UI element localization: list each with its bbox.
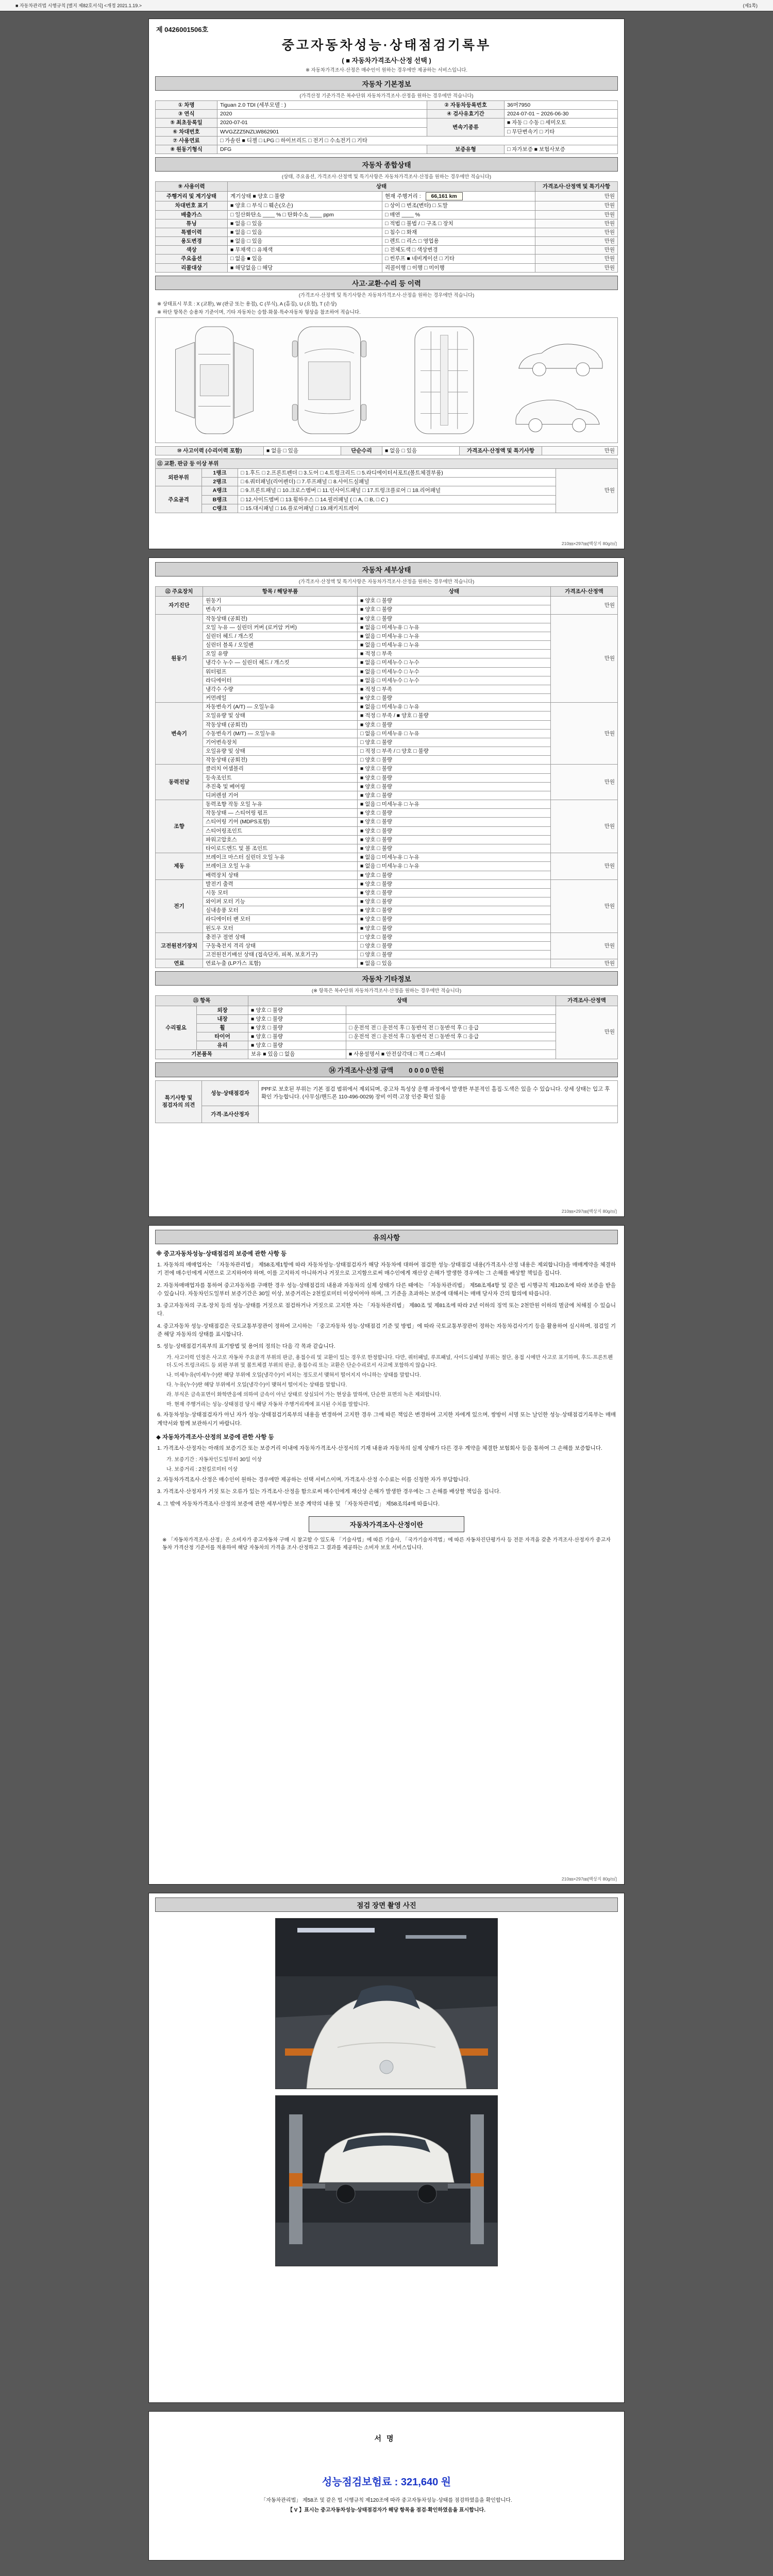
group-steering	[156, 800, 618, 853]
device-price: 만원	[551, 765, 618, 800]
device-price: 만원	[551, 703, 618, 765]
device-item: 기어변속장치	[203, 738, 358, 747]
device-item: 동력조향 작동 오일 누유	[203, 800, 358, 809]
section-note-accident: (가격조사·산정액 및 특기사항은 자동차가격조사·산정을 원하는 경우에만 적습니다)	[298, 292, 475, 298]
device-item: 실내송풍 모터	[203, 906, 358, 915]
exchange-price: 만원	[556, 469, 617, 513]
device-item: 등속조인트	[203, 773, 358, 782]
repair-needed-label: 수리필요	[156, 1006, 197, 1050]
header-price: 가격조사·산정액	[551, 587, 618, 597]
device-state: ■ 없음 □ 미세누수 □ 누수	[358, 658, 551, 667]
device-state: ■ 양호 □ 불량	[358, 694, 551, 703]
value-plate-number: 36머7950	[505, 101, 618, 110]
device-group-label: 조향	[156, 800, 203, 853]
other-item: 유리	[197, 1041, 248, 1050]
price-notice-subitem: 나. 보증거리 : 2천킬로미터 이상	[166, 1467, 238, 1473]
device-state: ■ 양호 □ 불량	[358, 888, 551, 897]
value-first-registration: 2020-07-01	[217, 118, 427, 127]
car-diagram-side-views	[506, 321, 612, 439]
row-state: ■ 없음 □ 있음	[228, 237, 382, 246]
device-item: 작동상태 — 스티어링 펌프	[203, 809, 358, 818]
other-state: ■ 양호 □ 불량	[248, 1041, 346, 1050]
device-state: ■ 적정 □ 부족 / ■ 양호 □ 불량	[358, 711, 551, 720]
device-item: 추진축 및 베어링	[203, 782, 358, 791]
inspection-insurance-fee	[155, 2473, 618, 2488]
group-brake	[156, 853, 618, 880]
inspection-photo-lift-view	[275, 2095, 498, 2266]
group-electric	[156, 879, 618, 933]
inspection-photo-top-view	[275, 1918, 498, 2089]
price-total-band	[155, 1062, 618, 1077]
notice-item: 5. 성능·상태점검기록부의 표기방법 및 용어의 정의는 다음 각 목과 같습니다.	[157, 1343, 335, 1350]
group-engine	[156, 614, 618, 703]
price-notice-item: 4. 그 밖에 자동차가격조사·산정의 보증에 관한 세부사항은 보증 계약의 내용 및 「자동차관리법」 제58조의4에 따릅니다.	[157, 1500, 440, 1507]
row-detail: □ 썬루프 ■ 네비게이션 □ 기타	[382, 255, 535, 263]
header-other-state: 상태	[248, 996, 556, 1006]
device-price: 만원	[551, 597, 618, 614]
other-item: 휠	[197, 1023, 248, 1032]
device-item: 와이퍼 모터 기능	[203, 897, 358, 906]
device-state: ■ 양호 □ 불량	[358, 818, 551, 826]
header-other-price: 가격조사·산정액	[556, 996, 618, 1006]
value-transmission-2: □ 무단변속기 □ 기타	[505, 127, 618, 136]
price-total-value: 0 0 0 0 만원	[409, 1066, 444, 1074]
other-detail: □ 운전석 전 □ 운전석 후 □ 동반석 전 □ 동반석 후 □ 응급	[346, 1032, 556, 1041]
device-item: 수동변속기 (M/T) — 오일누유	[203, 729, 358, 738]
device-state: ■ 없음 □ 미세누유 □ 누유	[358, 800, 551, 809]
row-state: 계기상태 ■ 양호 □ 불량	[228, 192, 382, 201]
device-price: 만원	[551, 614, 618, 703]
row-state: ■ 없음 □ 있음	[228, 219, 382, 228]
device-item: 오일 유량	[203, 650, 358, 658]
rankC-label: C랭크	[202, 504, 238, 513]
row-label: 특별이력	[156, 228, 228, 236]
legal-confirmation-line: 「자동차관리법」 제58조 및 같은 법 시행규칙 제120조에 따라 중고자동차성능·상태를 점검하였음을 확인합니다.	[261, 2498, 512, 2503]
row-price: 만원	[535, 201, 618, 210]
device-state: ■ 없음 □ 미세누유 □ 누유	[358, 623, 551, 632]
panel-basic-info	[148, 19, 625, 549]
device-state: ■ 양호 □ 불량	[358, 906, 551, 915]
device-state: ■ 양호 □ 불량	[358, 791, 551, 800]
group-transmission	[156, 703, 618, 765]
device-item: 브레이크 마스터 실린더 오일 누유	[203, 853, 358, 862]
device-state: ■ 양호 □ 불량	[358, 871, 551, 879]
paper-size-note: 210㎜×297㎜[백상지 80g/㎡]	[561, 1209, 617, 1214]
row-price: 만원	[535, 237, 618, 246]
outer-panel-label: 외판부위	[156, 469, 202, 486]
odometer-value: 66,161 km	[426, 192, 463, 200]
device-state: ■ 없음 □ 미세누유 □ 누유	[358, 632, 551, 640]
notice-subitem: 라. 부식은 금속표면이 화학반응에 의하여 금속이 아닌 상태로 상실되어 가는 현상을 말하며, 단순한 표면의 녹은 제외합니다.	[166, 1392, 442, 1398]
remarks-text	[259, 1106, 618, 1123]
device-state: ■ 양호 □ 불량	[358, 765, 551, 773]
row-price: 만원	[535, 228, 618, 236]
other-price: 만원	[556, 1006, 618, 1059]
price-survey-note: ※ 자동차가격조사·산정은 매수인이 원하는 경우에만 제공하는 서비스입니다.	[305, 67, 468, 73]
device-item: 파워고압호스	[203, 835, 358, 844]
row-state: ■ 해당없음 □ 해당	[228, 263, 382, 272]
device-group-label: 자기진단	[156, 597, 203, 614]
panel-photos	[148, 1893, 625, 2403]
panel-exchange-table	[155, 459, 618, 513]
comprehensive-state-table	[155, 181, 618, 273]
value-engine-type: DFG	[217, 145, 427, 154]
device-state: ■ 양호 □ 불량	[358, 924, 551, 933]
fee-value: 321,640 원	[400, 2477, 451, 2488]
check-mark-note-line: 【 V 】표시는 중고자동차성능·상태점검자가 해당 항목을 점검·확인하였음을 표시합니다.	[288, 2507, 485, 2513]
device-state: ■ 적정 □ 부족	[358, 685, 551, 693]
value-model-year: 2020	[217, 110, 427, 118]
device-state: □ 양호 □ 불량	[358, 933, 551, 941]
row-label: 색상	[156, 246, 228, 255]
device-state: ■ 양호 □ 불량	[358, 826, 551, 835]
device-price: 만원	[551, 853, 618, 880]
row-price: 만원	[535, 192, 618, 201]
car-diagram-top-view	[276, 321, 382, 439]
panel-signature	[148, 2411, 625, 2561]
car-diagram-exploded-top-view	[161, 321, 267, 439]
other-detail: □ 운전석 전 □ 운전석 후 □ 동반석 전 □ 동반석 후 □ 응급	[346, 1023, 556, 1032]
exchange-section-label: ⑪ 교환, 판금 등 이상 부위	[156, 459, 618, 468]
paper-size-note: 210㎜×297㎜[백상지 80g/㎡]	[561, 541, 617, 546]
device-state: □ 양호 □ 불량	[358, 951, 551, 959]
row-detail: □ 렌트 □ 리스 □ 영업용	[382, 237, 535, 246]
rank1-items: □ 1.후드 □ 2.프론트펜더 □ 3.도어 □ 4.트렁크리드 □ 5.라디에이터서포트(볼트체결부품)	[238, 469, 556, 478]
row-price: 만원	[535, 219, 618, 228]
odometer-cell	[382, 192, 535, 201]
device-item: 배력장치 상태	[203, 871, 358, 879]
group-fuel	[156, 959, 618, 968]
value-warranty-type: □ 자가보증 ■ 보험사보증	[505, 145, 618, 154]
device-item: 오일 누유 — 실린더 커버 (로커암 커버)	[203, 623, 358, 632]
rankC-items: □ 15.대시패널 □ 16.플로어패널 □ 19.패키지트레이	[238, 504, 556, 513]
notices-title: 유의사항	[155, 1230, 618, 1244]
accident-history-table	[155, 446, 618, 455]
other-detail	[346, 1041, 556, 1050]
other-state: ■ 양호 □ 불량	[248, 1014, 346, 1023]
label-model-year: ③ 연식	[156, 110, 217, 118]
row-detail: □ 상이 □ 변조(변타) □ 도말	[382, 201, 535, 210]
group-high-voltage	[156, 933, 618, 959]
device-item: 작동상태 (공회전)	[203, 720, 358, 729]
other-state: ■ 양호 □ 불량	[248, 1006, 346, 1014]
panel-notices	[148, 1225, 625, 1885]
device-item: 윈도우 모터	[203, 924, 358, 933]
device-state: ■ 양호 □ 불량	[358, 597, 551, 605]
device-state: ■ 양호 □ 불량	[358, 605, 551, 614]
row-label: 차대번호 표기	[156, 201, 228, 210]
device-item: 실린더 헤드 / 개스킷	[203, 632, 358, 640]
device-state: ■ 양호 □ 불량	[358, 773, 551, 782]
device-group-label: 연료	[156, 959, 203, 968]
document-number: 제 0426001506호	[156, 26, 209, 33]
accident-history-state: ■ 없음 □ 있음	[264, 446, 341, 455]
detail-state-table	[155, 586, 618, 968]
section-note-basic: (가격산정 기준가격은 복수단위 자동차가격조사·산정을 원하는 경우에만 적습니다)	[299, 93, 474, 99]
notice-item: 3. 중고자동차의 구조·장치 등의 성능·상태를 거짓으로 점검하거나 거짓으로 고지한 자는 「자동차관리법」 제80조 및 제81조에 따라 2년 이하의 징역 또는 2천만원 이하의 벌금에 처해질 수 있습니다.	[157, 1302, 616, 1317]
accident-legend-codes: ※ 상태표시 부호 : X (교환), W (판금 또는 용접), C (부식), A (흠집), U (요철), T (손상)	[157, 301, 337, 307]
notice-subitem: 가. 사고이력 인정은 사고로 자동차 주요골격 부위의 판금, 용접수리 및 교환이 있는 경우로 한정합니다. 다만, 쿼터패널, 루프패널, 사이드실패널 부위는 절단, 용접 시에만 사고로 표기하며, 후드·프론트펜더·도어·트렁크리드 등 외판 부위 및 볼트체결 부위의 판금, 용접수리 또는 교환은 단순수리로서 사고에 포함하지 않습니다.	[166, 1355, 613, 1369]
other-detail	[346, 1006, 556, 1014]
other-state: ■ 양호 □ 불량	[248, 1023, 346, 1032]
device-item: 고전원전기배선 상태 (접속단자, 피복, 보호기구)	[203, 951, 358, 959]
section-title-other: 자동차 기타정보	[155, 971, 618, 986]
row-state: □ 일산화탄소 ____ % □ 탄화수소 ____ ppm	[228, 210, 382, 219]
label-first-registration: ⑤ 최초등록일	[156, 118, 217, 127]
label-plate-number: ② 자동차등록번호	[427, 101, 505, 110]
device-state: ■ 없음 □ 미세누유 □ 누유	[358, 853, 551, 862]
device-state: □ 양호 □ 불량	[358, 738, 551, 747]
notice-item: 6. 자동차성능·상태점검자가 아닌 자가 성능·상태점검기록부의 내용을 변경하여 고지한 경우 그에 따른 책임은 변경하여 고지한 자에게 있으며, 쌍방이 서명 또는 날인한 성능·상태점검기록부는 매매계약서와 함께 보관하시기 바랍니다.	[157, 1412, 616, 1427]
odometer-label: 현재 주행거리 :	[385, 193, 421, 200]
group-power-train	[156, 765, 618, 800]
top-strip	[0, 0, 773, 11]
accident-legend-note: ※ 하단 항목은 승용차 기준이며, 기타 자동차는 승합·화물·특수자동차 형상을 참조하여 적습니다.	[157, 309, 361, 315]
notice-item: 4. 중고자동차 성능·상태점검은 국토교통부장관이 정하여 고시하는 「중고자동차 성능·상태점검 기준 및 방법」에 따라 국토교통부장관이 정하는 자동차검사기기 등을 활용하여 실시하며, 점검일 기준 해당 자동차의 상태를 표시합니다.	[157, 1323, 616, 1337]
header-use-history: ⑨ 사용이력	[156, 182, 228, 192]
rank2-label: 2랭크	[202, 478, 238, 486]
section-title-accident: 사고·교환·수리 등 이력	[155, 276, 618, 290]
price-notice-item: 1. 가격조사·산정자는 아래의 보증기간 또는 보증거리 이내에 자동차가격조사·산정서의 기재 내용과 자동차의 실제 상태가 다른 경우 계약을 체결한 보험회사 등을 통하여 그 손해를 보증합니다.	[157, 1445, 602, 1451]
section-title-basic: 자동차 기본정보	[155, 76, 618, 91]
row-label: 리콜대상	[156, 263, 228, 272]
basic-items-state: 보유 ■ 있음 □ 없음	[248, 1050, 346, 1059]
notice-subitem: 다. 누유(누수)란 해당 부위에서 오일(냉각수)이 맺혀서 떨어지는 상태를 말합니다.	[166, 1382, 347, 1388]
car-diagram-underbody-view	[391, 321, 497, 439]
row-detail: □ 적법 □ 불법 / □ 구조 □ 장치	[382, 219, 535, 228]
rank2-items: □ 6.쿼터패널(리어펜더) □ 7.루프패널 □ 8.사이드실패널	[238, 478, 556, 486]
rankB-label: B랭크	[202, 495, 238, 504]
price-survey-select: ( ■ 자동차가격조사·산정 선택 )	[342, 57, 431, 64]
device-item: 스티어링조인트	[203, 826, 358, 835]
device-group-label: 동력전달	[156, 765, 203, 800]
device-state: ■ 없음 □ 미세누유 □ 누유	[358, 703, 551, 711]
row-price: 만원	[535, 210, 618, 219]
basic-info-table	[155, 100, 618, 154]
device-group-label: 고전원전기장치	[156, 933, 203, 959]
row-label: 주행거리 및 계기상태	[156, 192, 228, 201]
device-item: 발전기 출력	[203, 879, 358, 888]
device-item: 구동축전지 격리 상태	[203, 941, 358, 950]
device-item: 브레이크 오일 누유	[203, 862, 358, 871]
section-title-comprehensive: 자동차 종합상태	[155, 157, 618, 172]
label-inspection-period: ④ 검사유효기간	[427, 110, 505, 118]
row-detail: □ 전체도색 □ 색상변경	[382, 246, 535, 255]
label-transmission: 변속기종류	[427, 118, 505, 136]
device-state: ■ 없음 □ 미세누수 □ 누수	[358, 676, 551, 685]
header-price-remarks: 가격조사·산정액 및 특기사항	[535, 182, 618, 192]
row-state: ■ 양호 □ 부식 □ 훼손(오손)	[228, 201, 382, 210]
price-survey-definition-text: ※ 「자동차가격조사·산정」은 소비자가 중고자동차 구매 시 참고할 수 있도록 「기술사법」에 따른 기술사, 「국가기술자격법」에 따른 자동차진단평가사 등 전문 자격을 갖춘 가격조사·산정자가 중고자동차 가격산정 기준서를 적용하여 해당 자동차의 가격을 조사·산정하고 그 결과를 제공하는 소비자 보호 서비스입니다.	[162, 1537, 611, 1551]
device-item: 연료누출 (LP가스 포함)	[203, 959, 358, 968]
device-state: □ 양호 □ 불량	[358, 941, 551, 950]
remarks-table	[155, 1080, 618, 1123]
device-price: 만원	[551, 879, 618, 933]
device-state: ■ 양호 □ 불량	[358, 915, 551, 924]
device-group-label: 전기	[156, 879, 203, 933]
header-state: 상태	[228, 182, 535, 192]
device-state: ■ 양호 □ 불량	[358, 720, 551, 729]
value-vin: WVGZZZ5NZLW862901	[217, 127, 427, 136]
label-engine-type: ⑧ 원동기형식	[156, 145, 217, 154]
device-state: ■ 양호 □ 불량	[358, 614, 551, 623]
other-item: 내장	[197, 1014, 248, 1023]
notices-subtitle-price: ◆ 자동차가격조사·산정의 보증에 관한 사항 등	[156, 1434, 274, 1440]
device-item: 클러치 어셈블리	[203, 765, 358, 773]
device-item: 스티어링 기어 (MDPS포함)	[203, 818, 358, 826]
row-detail: 리콜이행 □ 이행 □ 미이행	[382, 263, 535, 272]
label-fuel: ⑦ 사용연료	[156, 136, 217, 145]
device-state: ■ 양호 □ 불량	[358, 844, 551, 853]
device-state: ■ 없음 □ 있음	[358, 959, 551, 968]
device-item: 오일유량 및 상태	[203, 747, 358, 756]
device-state: □ 없음 □ 미세누유 □ 누유	[358, 729, 551, 738]
device-item: 원동기	[203, 597, 358, 605]
price-notice-item: 3. 가격조사·산정자가 거짓 또는 오류가 있는 가격조사·산정을 함으로써 매수인에게 재산상 손해가 발생한 경우에는 그 손해를 배상할 책임을 집니다.	[157, 1488, 501, 1495]
header-item: 항목 / 해당부품	[203, 587, 358, 597]
row-price: 만원	[535, 246, 618, 255]
row-label: 튜닝	[156, 219, 228, 228]
signature-label: 서명	[374, 2434, 399, 2443]
device-item: 타이로드엔드 및 볼 조인트	[203, 844, 358, 853]
paper-size-note: 210㎜×297㎜[백상지 80g/㎡]	[561, 1876, 617, 1882]
device-item: 작동상태 (공회전)	[203, 756, 358, 765]
other-detail	[346, 1014, 556, 1023]
accident-price: 만원	[542, 446, 618, 455]
rankA-label: A랭크	[202, 486, 238, 495]
section-title-detail: 자동차 세부상태	[155, 562, 618, 577]
remarks-text: PPF로 보호된 부위는 기본 점검 범위에서 제외되며, 중고차 특성상 운행 과정에서 발생한 부분적인 흠집·도색은 있을 수 있습니다. 상세 상태는 입고 후 확인 가능합니다. (사무실/핸드폰 110-496-0029) 장비 이력·고장 인증 확인 있음	[259, 1080, 618, 1106]
device-item: 자동변속기 (A/T) — 오일누유	[203, 703, 358, 711]
accident-price-header: 가격조사·산정액 및 특기사항	[460, 446, 542, 455]
other-item: 외장	[197, 1006, 248, 1014]
notice-subitem: 나. 미세누유(미세누수)란 해당 부위에 오일(냉각수)이 비치는 정도로서 맺혀서 떨어지지 아니하는 상태를 말합니다.	[166, 1372, 421, 1379]
device-item: 라디에이터	[203, 676, 358, 685]
value-inspection-period: 2024-07-01 ~ 2026-06-30	[505, 110, 618, 118]
device-state: ■ 양호 □ 불량	[358, 809, 551, 818]
notice-item: 1. 자동차의 매매업자는 「자동차관리법」 제58조제1항에 따라 자동차성능·상태점검자가 해당 자동차에 대하여 점검한 성능·상태점검 내용(가격조사·산정 내용은 제외합니다)을 매매계약을 체결하기 전에 매수인에게 서면으로 고지하여야 하며, 이를 고지하지 아니하거나 거짓으로 고지함으로써 매수인에게 재산상 손해가 발생한 경우에는 그 손해를 배상할 책임을 집니다.	[157, 1262, 616, 1277]
device-item: 냉각수 누수 — 실린더 헤드 / 개스킷	[203, 658, 358, 667]
device-group-label: 변속기	[156, 703, 203, 765]
label-car-name: ① 차명	[156, 101, 217, 110]
device-state: ■ 양호 □ 불량	[358, 835, 551, 844]
row-price: 만원	[535, 255, 618, 263]
header-device: ⑫ 주요장치	[156, 587, 203, 597]
photos-title: 점검 장면 촬영 사진	[155, 1897, 618, 1912]
page-reference: (제1쪽)	[743, 3, 758, 8]
label-warranty-type: 보증유형	[427, 145, 505, 154]
basic-items-label: 기본품목	[156, 1050, 248, 1059]
device-state: ■ 양호 □ 불량	[358, 897, 551, 906]
row-state: □ 없음 ■ 있음	[228, 255, 382, 263]
device-item: 변속기	[203, 605, 358, 614]
device-item: 충전구 절연 상태	[203, 933, 358, 941]
section-note-comprehensive: (상태, 주요옵션, 가격조사·산정액 및 특기사항은 자동차가격조사·산정을 원하는 경우에만 적습니다)	[281, 174, 492, 180]
device-state: ■ 없음 □ 미세누수 □ 누수	[358, 667, 551, 676]
device-item: 시동 모터	[203, 888, 358, 897]
car-diagrams	[155, 317, 618, 443]
row-state: ■ 무채색 □ 유채색	[228, 246, 382, 255]
price-notice-subitem: 가. 보증기간 : 자동차인도일부터 30일 이상	[166, 1457, 262, 1463]
other-item: 타이어	[197, 1032, 248, 1041]
remarks-who: 성능·상태점검자	[202, 1080, 259, 1106]
device-price: 만원	[551, 959, 618, 968]
device-state: □ 적정 □ 부족 / □ 양호 □ 불량	[358, 747, 551, 756]
remarks-who: 가격·조사산정자	[202, 1106, 259, 1123]
price-notice-item: 2. 자동차가격조사·산정은 매수인이 원하는 경우에만 제공하는 선택 서비스이며, 가격조사·산정 수수료는 이를 신청한 자가 부담합니다.	[157, 1477, 470, 1483]
device-item: 디퍼렌셜 기어	[203, 791, 358, 800]
device-price: 만원	[551, 800, 618, 853]
row-label: 배출가스	[156, 210, 228, 219]
other-state: ■ 양호 □ 불량	[248, 1032, 346, 1041]
device-price: 만원	[551, 933, 618, 959]
device-group-label: 제동	[156, 853, 203, 880]
row-label: 주요옵션	[156, 255, 228, 263]
simple-repair-state: ■ 없음 □ 있음	[382, 446, 460, 455]
device-item: 냉각수 수량	[203, 685, 358, 693]
device-state: □ 양호 □ 불량	[358, 756, 551, 765]
notices-subtitle-inspection: ※ 중고자동차성능·상태점검의 보증에 관한 사항 등	[156, 1251, 287, 1257]
device-state: ■ 없음 □ 미세누유 □ 누유	[358, 862, 551, 871]
header-state: 상태	[358, 587, 551, 597]
page-title: 중고자동차성능·상태점검기록부	[281, 38, 492, 53]
notice-subitem: 마. 현재 주행거리는 성능·상태점검 당시 해당 자동차 주행거리계에 표시된 수치를 말합니다.	[166, 1402, 370, 1408]
device-group-label: 원동기	[156, 614, 203, 703]
price-survey-definition-title: 자동차가격조사·산정이란	[309, 1516, 464, 1532]
device-item: 오일유량 및 상태	[203, 711, 358, 720]
device-item: 커먼레일	[203, 694, 358, 703]
group-self-diagnosis	[156, 597, 618, 614]
fee-label: 성능점검보험료 :	[322, 2477, 398, 2488]
remarks-side-label: 특기사항 및 점검자의 의견	[156, 1080, 202, 1123]
main-frame-label: 주요골격	[156, 486, 202, 513]
device-state: ■ 양호 □ 불량	[358, 782, 551, 791]
row-detail: □ 매연 ____ %	[382, 210, 535, 219]
rankB-items: □ 12.사이드멤버 □ 13.휠하우스 □ 14.필러패널 ( □ A, □ B, □ C )	[238, 495, 556, 504]
value-car-name: Tiguan 2.0 TDI (세부모델 : )	[217, 101, 427, 110]
simple-repair-label: 단순수리	[341, 446, 382, 455]
accident-history-label: ⑩ 사고이력 (수리이력 포함)	[156, 446, 264, 455]
device-item: 워터펌프	[203, 667, 358, 676]
value-fuel: □ 가솔린 ■ 디젤 □ LPG □ 하이브리드 □ 전기 □ 수소전기 □ 기타	[217, 136, 618, 145]
basic-items-detail: ■ 사용설명서 ■ 안전삼각대 □ 잭 □ 스패너	[346, 1050, 556, 1059]
device-state: ■ 양호 □ 불량	[358, 879, 551, 888]
section-note-detail: (가격조사·산정액 및 특기사항은 자동차가격조사·산정을 원하는 경우에만 적습니다)	[298, 579, 475, 585]
form-reference: ■ 자동차관리법 시행규칙 [별지 제82호서식] <개정 2021.1.19.>	[15, 3, 142, 8]
row-state: ■ 없음 □ 있음	[228, 228, 382, 236]
rankA-items: □ 9.프론트패널 □ 10.크로스멤버 □ 11.인사이드패널 □ 17.트렁크플로어 □ 18.리어패널	[238, 486, 556, 495]
price-total-label: ⑭ 가격조사·산정 금액	[329, 1066, 394, 1074]
device-state: ■ 없음 □ 미세누유 □ 누유	[358, 641, 551, 650]
value-transmission-1: ■ 자동 □ 수동 □ 세미오토	[505, 118, 618, 127]
row-price: 만원	[535, 263, 618, 272]
panel-detail-state	[148, 557, 625, 1217]
label-vin: ⑥ 차대번호	[156, 127, 217, 136]
device-item: 실린더 블록 / 오일팬	[203, 641, 358, 650]
rank1-label: 1랭크	[202, 469, 238, 478]
other-info-table	[155, 995, 618, 1059]
device-item: 작동상태 (공회전)	[203, 614, 358, 623]
section-note-other: (※ 항목은 복수단위 자동차가격조사·산정을 원하는 경우에만 적습니다)	[311, 988, 462, 994]
device-state: ■ 적정 □ 부족	[358, 650, 551, 658]
notice-item: 2. 자동차매매업자를 통하여 중고자동차를 구매한 경우 성능·상태점검의 내용과 자동차의 실제 상태가 다른 때에는 「자동차관리법」 제58조제4항 및 같은 법 시행규칙 제120조에 따라 보증을 받을 수 있습니다. 자동차인도일부터 보증기간은 30일 이상, 보증거리는 2천킬로미터 이상이어야 하며, 그 기준을 초과하는 보증에 대해서는 매매 당사자 간의 합의에 따릅니다.	[157, 1282, 616, 1297]
device-item: 라디에이터 팬 모터	[203, 915, 358, 924]
row-detail: □ 침수 □ 화재	[382, 228, 535, 236]
header-other-item: ⑬ 항목	[156, 996, 248, 1006]
row-label: 용도변경	[156, 237, 228, 246]
